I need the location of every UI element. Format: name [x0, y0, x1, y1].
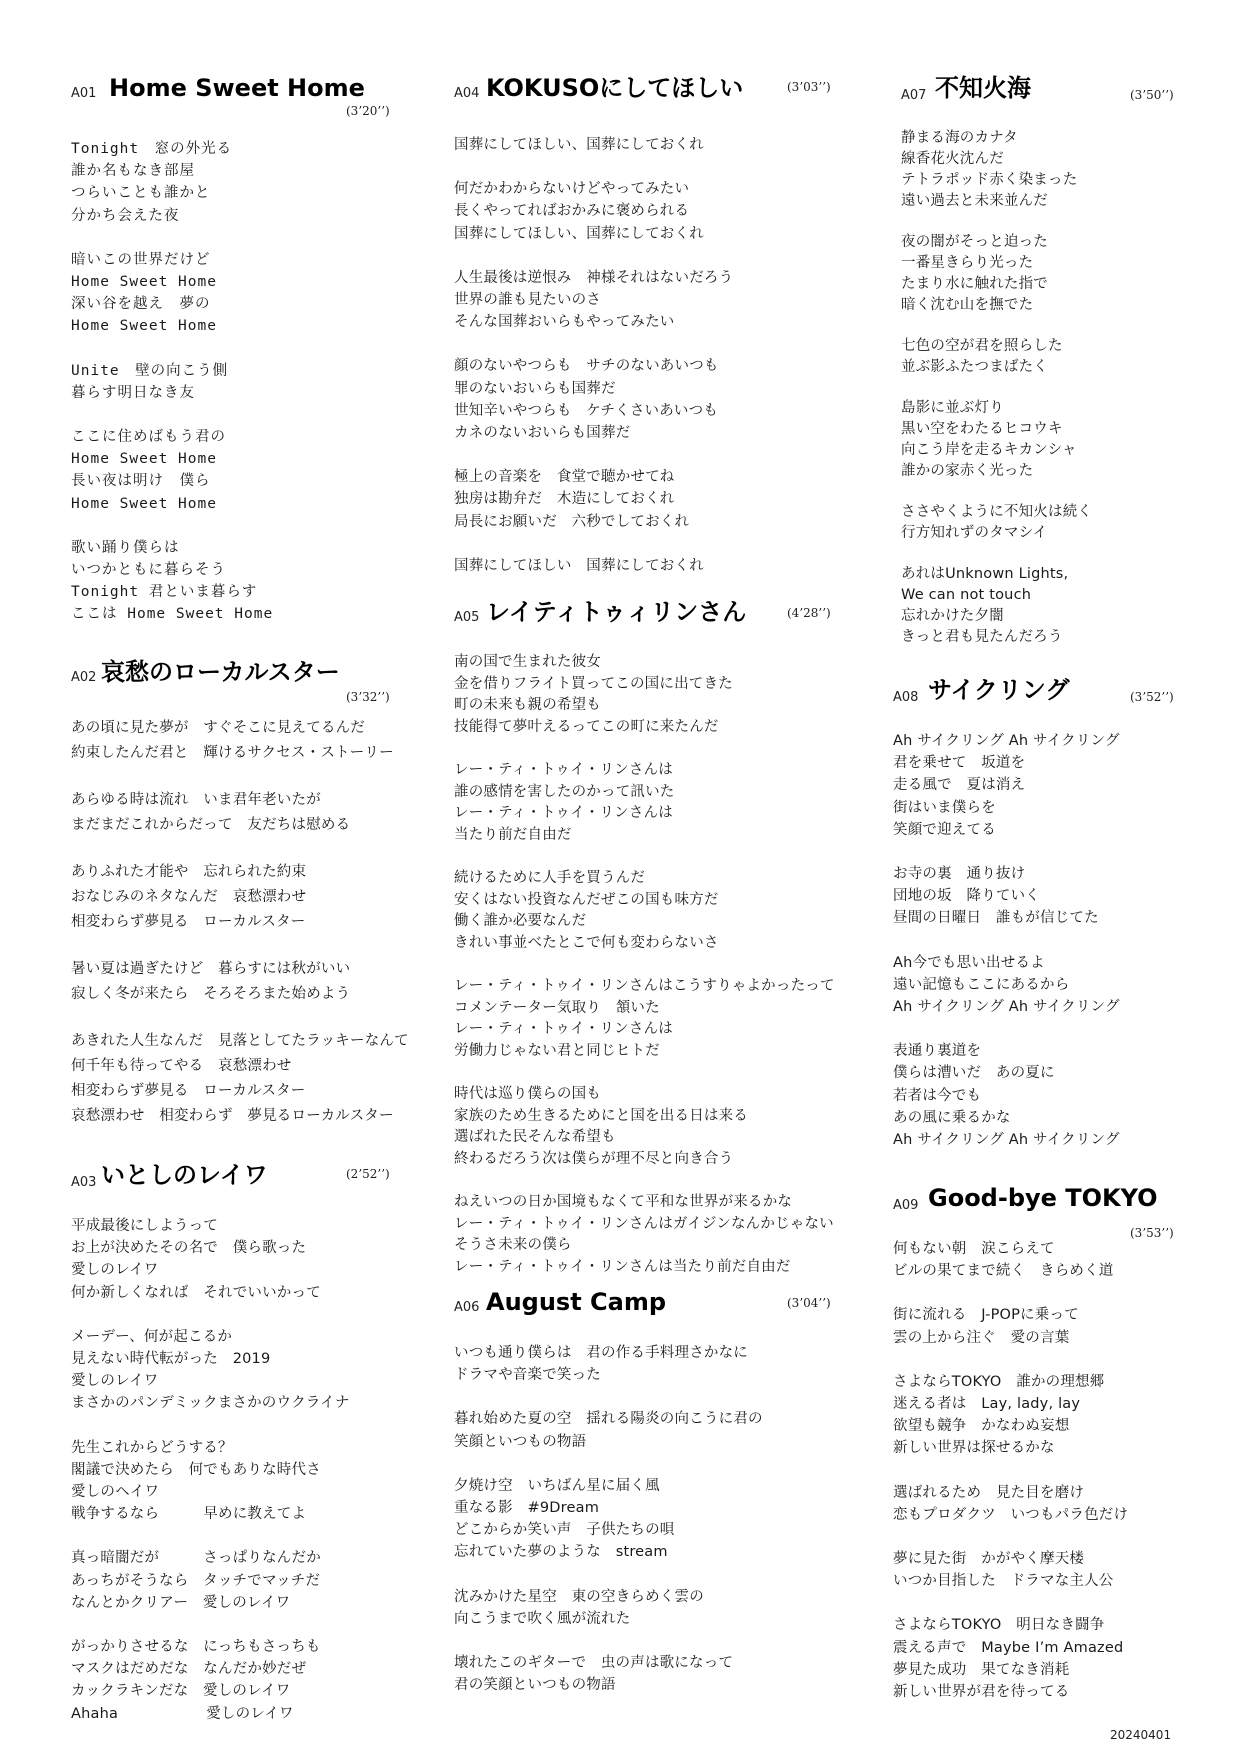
stanza	[454, 555, 733, 577]
lyric-line: 恋もプロダクツ いつもパラ色だけ	[893, 1506, 1129, 1523]
song-code: A04	[454, 86, 480, 101]
lyric-line: 若者は今でも	[893, 1087, 982, 1104]
lyric-line: 選ばれた民そんな希望も	[454, 1129, 616, 1145]
lyric-line: Ah サイクリング Ah サイクリング	[893, 999, 1120, 1016]
lyric-line: 独房は勘弁だ 木造にしておくれ	[454, 491, 675, 508]
lyric-line: 遠い過去と未来並んだ	[901, 193, 1048, 209]
lyric-line: 働く誰か必要なんだ	[454, 913, 587, 929]
stanza	[71, 1547, 350, 1614]
lyric-line: 新しい世界は探せるかな	[893, 1440, 1055, 1457]
song-header	[454, 600, 844, 626]
lyric-line: Ahaha 愛しのレイワ	[71, 1705, 294, 1722]
lyric-line: 笑顔で迎えてる	[893, 821, 996, 838]
lyric-line: 戦争するなら 早めに教えてよ	[71, 1506, 307, 1523]
song-title: 哀愁のローカルスター	[101, 658, 340, 686]
lyric-line: お寺の裏 通り抜け	[893, 866, 1026, 883]
lyrics	[71, 1215, 350, 1725]
lyric-line: レー・ティ・トゥイ・リンさんはガイジンなんかじゃない	[454, 1215, 834, 1232]
lyric-line: あの風に乗るかな	[893, 1109, 1011, 1126]
song-title: KOKUSOにしてほしい	[486, 74, 744, 102]
lyric-line: 寂しく冬が来たら そろそろまた始めよう	[71, 986, 351, 1002]
song-title: Home Sweet Home	[109, 74, 365, 102]
lyric-line: ここは Home Sweet Home	[71, 606, 274, 623]
lyric-line: 哀愁漂わせ 相変わらず 夢見るローカルスター	[71, 1108, 394, 1124]
stanza	[454, 1084, 835, 1170]
lyric-line: 人生最後は逆恨み 神様それはないだろう	[454, 269, 734, 286]
stanza	[454, 760, 835, 846]
lyric-line: 街に流れる J-POPに乗って	[893, 1307, 1079, 1324]
lyric-line: 何だかわからないけどやってみたい	[454, 181, 690, 198]
stanza	[454, 134, 733, 156]
lyric-line: 一番星きらり光った	[901, 255, 1034, 271]
lyrics	[454, 1342, 763, 1696]
lyric-line: 新しい世界が君を待ってる	[893, 1684, 1070, 1701]
song-code: A07	[901, 88, 927, 103]
lyric-line: 忘れていた夢のような stream	[454, 1544, 668, 1561]
lyrics	[71, 138, 273, 626]
lyric-line: Home Sweet Home	[71, 495, 217, 512]
lyric-line: 君の笑顔といつもの物語	[454, 1677, 616, 1694]
stanza	[893, 952, 1120, 1019]
lyric-line: お上が決めたその名で 僕ら歌った	[71, 1240, 307, 1257]
lyric-line: 長くやってればおかみに褒められる	[454, 203, 690, 220]
lyric-line: 島影に並ぶ灯り	[901, 400, 1004, 416]
lyric-line: 遠い記憶もここにあるから	[893, 976, 1070, 993]
song-code: A02	[71, 670, 97, 685]
song-title: いとしのレイワ	[101, 1161, 268, 1189]
lyric-line: 暮らす明日なき友	[71, 384, 195, 401]
lyrics	[893, 730, 1120, 1151]
song-header	[901, 76, 1191, 102]
lyric-line: コメンテーター気取り 頷いた	[454, 999, 660, 1016]
lyric-line: 見えない時代転がった 2019	[71, 1351, 271, 1368]
stanza	[71, 1215, 350, 1304]
stanza	[454, 868, 835, 954]
song-header	[454, 76, 844, 102]
lyric-line: 局長にお願いだ 六秒でしておくれ	[454, 513, 690, 530]
lyric-line: 夜の闇がそっと迫った	[901, 234, 1048, 250]
lyric-line: マスクはだめだな なんだか妙だぜ	[71, 1661, 307, 1678]
stanza	[71, 1029, 409, 1129]
stanza	[454, 1192, 835, 1278]
lyric-line: 長い夜は明け 僕ら	[71, 473, 211, 490]
lyric-line: 静まる海のカナタ	[901, 130, 1018, 146]
lyric-line: 相変わらず夢見る ローカルスター	[71, 1083, 306, 1099]
song-title: 不知火海	[935, 74, 1031, 102]
stanza	[893, 1238, 1128, 1282]
song-a06	[454, 1288, 844, 1694]
stanza	[454, 178, 733, 245]
lyric-line: 雲の上から注ぐ 愛の言葉	[893, 1329, 1070, 1346]
lyric-line: 向こうまで吹く風が流れた	[454, 1610, 631, 1627]
lyric-line: 黒い空をわたるヒコウキ	[901, 421, 1063, 437]
lyric-line: どこからか笑い声 子供たちの唄	[454, 1522, 675, 1539]
lyric-line: 世界の誰も見たいのさ	[454, 292, 601, 309]
stanza	[454, 1342, 763, 1386]
song-duration: (3’03’’)	[787, 80, 831, 94]
lyric-line: Tonight 窓の外光る	[71, 141, 233, 157]
lyric-line: 並ぶ影ふたつまばたく	[901, 359, 1048, 375]
stanza	[893, 1371, 1128, 1460]
stanza	[71, 860, 409, 935]
lyric-line: 当たり前だ自由だ	[454, 826, 572, 843]
lyric-line: 誰か名もなき部屋	[71, 163, 195, 180]
stanza	[893, 1614, 1128, 1703]
lyric-line: 安くはない投資なんだぜこの国も味方だ	[454, 891, 719, 908]
lyric-line: レー・ティ・トゥイ・リンさんは	[454, 805, 673, 821]
song-a01	[71, 74, 411, 623]
lyric-line: 暗く沈む山を撫でた	[901, 297, 1034, 313]
lyric-line: たまり水に触れた指で	[901, 276, 1048, 292]
lyric-line: 忘れかけた夕闇	[901, 608, 1004, 624]
stanza	[454, 1652, 763, 1696]
song-header	[71, 658, 411, 704]
song-code: A06	[454, 1300, 480, 1315]
lyric-line: 昼間の日曜日 誰もが信じてた	[893, 910, 1099, 927]
lyric-line: きれい事並べたとこで何も変わらないさ	[454, 934, 719, 951]
lyric-line: 国葬にしてほしい 国葬にしておくれ	[454, 557, 704, 574]
song-header	[893, 1184, 1193, 1240]
song-code: A03	[71, 1175, 97, 1190]
song-a08	[893, 676, 1193, 1149]
lyric-line: 夢に見た街 かがやく摩天楼	[893, 1551, 1085, 1568]
song-title: August Camp	[486, 1288, 667, 1316]
song-duration: (2’52’’)	[346, 1167, 390, 1181]
stanza	[454, 1586, 763, 1630]
lyric-line: いつか目指した ドラマな主人公	[893, 1573, 1114, 1590]
stanza	[901, 564, 1092, 648]
song-header	[71, 1163, 411, 1189]
lyric-line: 沈みかけた星空 東の空きらめく雲の	[454, 1588, 704, 1605]
lyric-line: 歌い踊り僕らは	[71, 539, 180, 556]
song-duration: (3’50’’)	[1130, 88, 1174, 102]
song-code: A08	[893, 690, 919, 705]
footer-date: 20240401	[1110, 1728, 1172, 1742]
lyric-line: 重なる影 #9Dream	[454, 1500, 600, 1517]
stanza	[454, 466, 733, 533]
lyric-line: がっかりさせるな にっちもさっちも	[71, 1639, 321, 1656]
stanza	[901, 336, 1092, 378]
song-duration: (4’28’’)	[787, 606, 831, 620]
lyric-line: 極上の音楽を 食堂で聴かせてね	[454, 469, 675, 486]
lyric-line: 閣議で決めたら 何でもありな時代さ	[71, 1461, 321, 1478]
lyric-line: 南の国で生まれた彼女	[454, 654, 601, 670]
lyric-line: 欲望も競争 かなわぬ妄想	[893, 1418, 1070, 1435]
lyric-line: さよならTOKYO 誰かの理想郷	[893, 1373, 1105, 1390]
stanza	[893, 863, 1120, 930]
lyric-line: 終わるだろう次は僕らが理不尽と向き合う	[454, 1150, 734, 1167]
lyric-line: レー・ティ・トゥイ・リンさんは当たり前だ自由だ	[454, 1258, 791, 1275]
stanza	[454, 267, 733, 334]
lyric-line: あの頃に見た夢が すぐそこに見えてるんだ	[71, 720, 365, 736]
lyric-line: なんとかクリアー 愛しのレイワ	[71, 1594, 291, 1611]
lyric-line: Ah今でも思い出せるよ	[893, 954, 1045, 971]
lyrics	[454, 134, 733, 577]
lyric-line: 暮れ始めた夏の空 揺れる陽炎の向こうに君の	[454, 1411, 763, 1428]
lyric-line: いつかともに暮らそう	[71, 562, 226, 579]
lyric-line: 向こう岸を走るキカンシャ	[901, 442, 1077, 458]
lyric-line: 走る風で 夏は消え	[893, 777, 1026, 794]
lyric-line: Ah サイクリング Ah サイクリング	[893, 1132, 1120, 1149]
song-duration: (3’20’’)	[346, 104, 390, 118]
stanza	[71, 426, 273, 515]
lyric-line: 分かち会えた夜	[71, 207, 180, 224]
song-title: サイクリング	[928, 676, 1070, 704]
song-duration: (3’32’’)	[346, 690, 390, 704]
stanza	[71, 788, 409, 838]
stanza	[71, 249, 273, 338]
lyric-line: ささやくように不知火は続く	[901, 504, 1093, 520]
lyric-line: そんな国葬おいらもやってみたい	[454, 314, 675, 331]
lyric-line: 何もない朝 涙こらえて	[893, 1241, 1055, 1257]
lyric-line: 夕焼け空 いちばん星に届く風	[454, 1477, 660, 1494]
song-a09	[893, 1184, 1193, 1701]
stanza	[901, 232, 1092, 316]
song-header	[71, 74, 411, 118]
lyric-line: 団地の坂 降りていく	[893, 888, 1040, 905]
lyric-line: Home Sweet Home	[71, 274, 217, 291]
song-a07	[901, 74, 1191, 645]
lyric-line: 真っ暗闇だが さっぱりなんだか	[71, 1550, 321, 1567]
lyric-line: 笑顔といつもの物語	[454, 1433, 587, 1450]
lyric-line: つらいことも誰かと	[71, 185, 211, 202]
lyric-line: いつも通り僕らは 君の作る手料理さかなに	[454, 1345, 748, 1361]
lyric-line: 技能得て夢叶えるってこの町に来たんだ	[454, 718, 719, 735]
lyric-line: 何千年も待ってやる 哀愁漂わせ	[71, 1058, 292, 1074]
lyric-line: 労働力じゃない君と同じヒトだ	[454, 1042, 660, 1059]
stanza	[893, 1040, 1120, 1151]
lyric-line: Home Sweet Home	[71, 451, 217, 468]
song-duration: (3’53’’)	[1130, 1226, 1174, 1240]
lyrics	[893, 1238, 1128, 1703]
stanza	[71, 1636, 350, 1725]
lyrics	[454, 652, 835, 1278]
lyric-line: 壊れたこのギターで 虫の声は歌になって	[454, 1655, 734, 1672]
song-header	[454, 1290, 844, 1316]
lyric-line: ドラマや音楽で笑った	[454, 1367, 601, 1384]
stanza	[454, 652, 835, 738]
lyric-line: 相変わらず夢見る ローカルスター	[71, 914, 306, 930]
lyric-line: 震える声で Maybe I’m Amazed	[893, 1639, 1124, 1656]
lyric-line: ありふれた才能や 忘れられた約束	[71, 864, 307, 880]
stanza	[901, 502, 1092, 544]
song-header	[893, 678, 1193, 704]
lyric-line: 迷える者は Lay, lady, lay	[893, 1396, 1081, 1413]
lyric-line: 行方知れずのタマシイ	[901, 525, 1048, 541]
lyrics	[901, 128, 1092, 648]
stanza	[901, 128, 1092, 212]
lyric-line: 夢見た成功 果てなき消耗	[893, 1661, 1070, 1678]
lyric-line: 君を乗せて 坂道を	[893, 755, 1026, 772]
stanza	[71, 537, 273, 626]
stanza	[454, 1475, 763, 1564]
lyric-line: We can not touch	[901, 587, 1032, 603]
stanza	[893, 1548, 1128, 1592]
lyric-line: そうさ未来の僕ら	[454, 1237, 572, 1253]
lyric-line: 表通り裏道を	[893, 1043, 982, 1060]
lyric-line: 約束したんだ君と 輝けるサクセス・ストーリー	[71, 745, 394, 761]
lyric-line: 七色の空が君を照らした	[901, 338, 1063, 354]
lyric-line: 世知辛いやつらも ケチくさいあいつも	[454, 402, 719, 419]
lyric-line: あれはUnknown Lights,	[901, 566, 1069, 582]
stanza	[893, 1304, 1128, 1348]
lyric-line: あっちがそうなら タッチでマッチだ	[71, 1572, 321, 1589]
lyric-line: 選ばれるため 見た目を磨け	[893, 1484, 1085, 1501]
stanza	[71, 1437, 350, 1526]
lyric-line: Tonight 君といま暮らす	[71, 584, 258, 601]
lyric-line: レー・ティ・トゥイ・リンさんはこうすりゃよかったって	[454, 978, 835, 994]
lyric-line: レー・ティ・トゥイ・リンさんは	[454, 762, 673, 778]
song-duration: (3’52’’)	[1130, 690, 1174, 704]
lyric-line: 罪のないおいらも国葬だ	[454, 380, 616, 397]
lyric-line: Ah サイクリング Ah サイクリング	[893, 733, 1120, 749]
lyric-line: 愛しのレイワ	[71, 1373, 159, 1390]
lyric-line: さよならTOKYO 明日なき闘争	[893, 1617, 1105, 1634]
lyric-line: 家族のため生きるためにと国を出る日は来る	[454, 1107, 748, 1124]
lyric-line: メーデー、何が起こるか	[71, 1328, 233, 1345]
lyric-line: 誰かの家赤く光った	[901, 463, 1034, 479]
lyric-line: 愛しのヘイワ	[71, 1484, 160, 1501]
lyric-line: ここに住めばもう君の	[71, 429, 226, 446]
lyric-line: 深い谷を越え 夢の	[71, 296, 211, 313]
lyric-line: 線香花火沈んだ	[901, 151, 1004, 167]
stanza	[901, 398, 1092, 482]
song-a05	[454, 598, 844, 1275]
stanza	[71, 957, 409, 1007]
song-code: A01	[71, 86, 97, 101]
lyric-line: テトラポッド赤く染まった	[901, 172, 1078, 188]
stanza	[71, 1326, 350, 1415]
lyric-line: 国葬にしてほしい、国葬にしておくれ	[454, 137, 704, 153]
lyric-line: まだまだこれからだって 友だちは慰める	[71, 817, 351, 833]
lyric-line: 僕らは漕いだ あの夏に	[893, 1065, 1055, 1082]
lyric-line: 愛しのレイワ	[71, 1262, 159, 1279]
stanza	[454, 1408, 763, 1452]
lyric-line: カネのないおいらも国葬だ	[454, 425, 631, 442]
lyric-line: おなじみのネタなんだ 哀愁漂わせ	[71, 889, 307, 905]
song-title: Good-bye TOKYO	[928, 1184, 1158, 1212]
song-title: レイティトゥィリンさん	[486, 598, 747, 626]
lyric-line: 国葬にしてほしい、国葬にしておくれ	[454, 225, 704, 242]
lyric-line: 顔のないやつらも サチのないあいつも	[454, 358, 719, 375]
stanza	[893, 1482, 1128, 1526]
lyric-line: まさかのパンデミックまさかのウクライナ	[71, 1395, 350, 1412]
lyric-line: 町の未来も親の希望も	[454, 697, 601, 713]
song-a04	[454, 74, 844, 574]
stanza	[71, 716, 409, 766]
stanza	[71, 138, 273, 227]
lyric-line: 先生これからどうする？	[71, 1439, 233, 1456]
lyric-line: ねえいつの日か国境もなくて平和な世界が来るかな	[454, 1194, 793, 1210]
stanza	[71, 360, 273, 404]
lyric-line: Home Sweet Home	[71, 318, 217, 335]
lyric-line: レー・ティ・トゥイ・リンさんは	[454, 1021, 673, 1037]
stanza	[454, 976, 835, 1062]
lyric-line: あきれた人生なんだ 見落としてたラッキーなんて	[71, 1033, 409, 1049]
lyric-line: 金を借りフライト買ってこの国に出てきた	[454, 675, 733, 692]
stanza	[454, 355, 733, 444]
lyric-line: 時代は巡り僕らの国も	[454, 1086, 601, 1102]
lyric-line: カックラキンだな 愛しのレイワ	[71, 1683, 291, 1700]
song-duration: (3’04’’)	[787, 1296, 831, 1310]
lyric-line: 平成最後にしようって	[71, 1218, 218, 1234]
song-code: A05	[454, 610, 480, 625]
stanza	[893, 730, 1120, 841]
lyric-line: 暗いこの世界だけど	[71, 251, 211, 268]
lyric-line: 誰の感情を害したのかって訊いた	[454, 783, 675, 800]
lyric-line: あらゆる時は流れ いま君年老いたが	[71, 792, 321, 808]
song-a02	[71, 658, 411, 1124]
song-a03	[71, 1161, 411, 1722]
lyric-line: Unite 壁の向こう側	[71, 362, 229, 379]
lyric-line: きっと君も見たんだろう	[901, 629, 1063, 645]
lyric-line: 暑い夏は過ぎたけど 暮らすには秋がいい	[71, 961, 351, 977]
lyric-line: ビルの果てまで続く きらめく道	[893, 1263, 1114, 1280]
lyrics	[71, 716, 409, 1129]
lyric-line: 続けるために人手を買うんだ	[454, 870, 646, 886]
song-code: A09	[893, 1198, 919, 1213]
lyric-line: 街はいま僕らを	[893, 799, 996, 816]
lyric-line: 何か新しくなれば それでいいかって	[71, 1284, 321, 1301]
